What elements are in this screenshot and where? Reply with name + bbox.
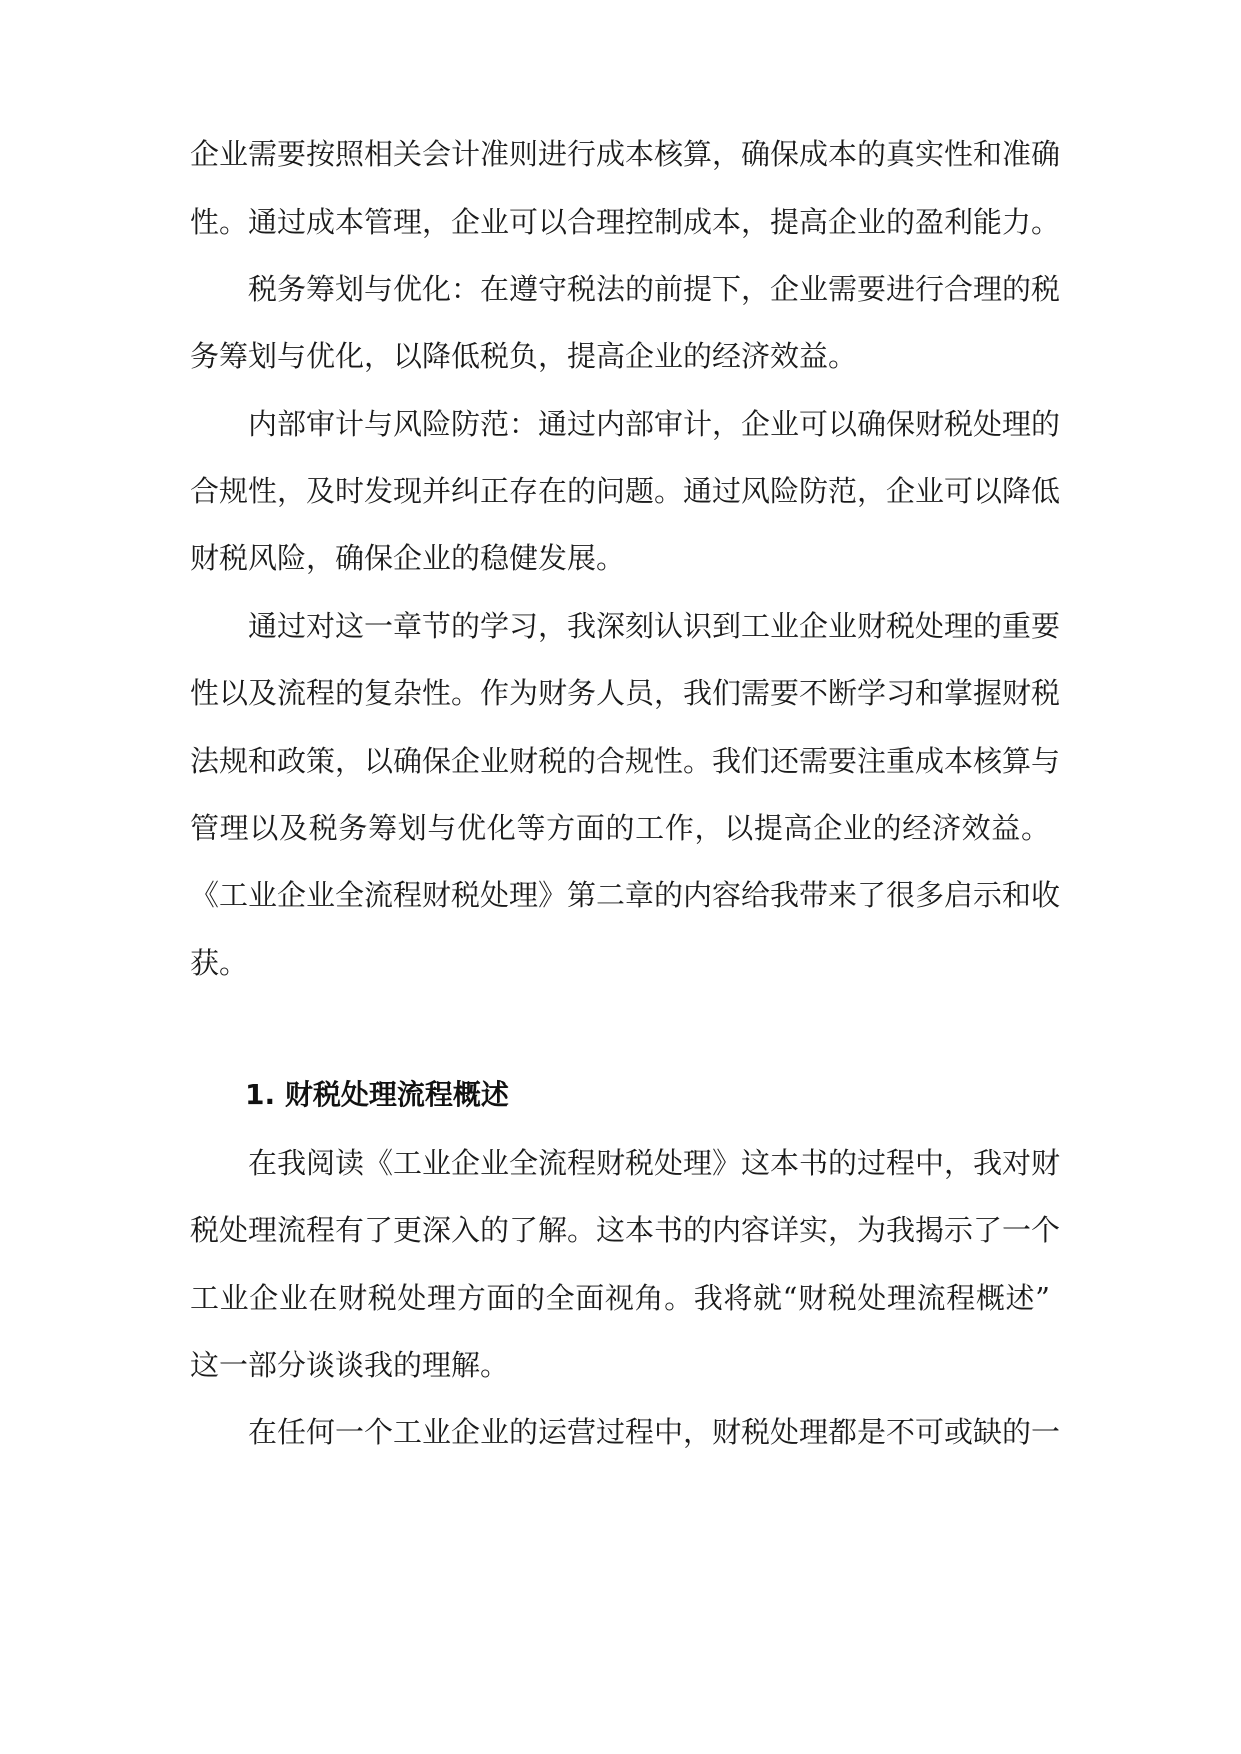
text-line: 企业需要按照相关会计准则进行成本核算，确保成本的真实性和准确 <box>190 137 1061 171</box>
text-line: 这一部分谈谈我的理解。 <box>190 1348 510 1382</box>
text-line: 务筹划与优化，以降低税负，提高企业的经济效益。 <box>190 339 858 373</box>
paragraph-first-line: 税务筹划与优化：在遵守税法的前提下，企业需要进行合理的税 <box>248 272 1061 306</box>
section-heading: 1. 财税处理流程概述 <box>245 1078 509 1111</box>
paragraph-first-line: 在任何一个工业企业的运营过程中，财税处理都是不可或缺的一 <box>248 1415 1061 1449</box>
paragraph-first-line: 通过对这一章节的学习，我深刻认识到工业企业财税处理的重要 <box>248 609 1061 643</box>
text-line: 财税风险，确保企业的稳健发展。 <box>190 541 626 575</box>
paragraph-first-line: 内部审计与风险防范：通过内部审计，企业可以确保财税处理的 <box>248 407 1061 441</box>
text-line: 性以及流程的复杂性。作为财务人员，我们需要不断学习和掌握财税 <box>190 676 1061 710</box>
text-line: 合规性，及时发现并纠正存在的问题。通过风险防范，企业可以降低 <box>190 474 1061 508</box>
text-line: 法规和政策，以确保企业财税的合规性。我们还需要注重成本核算与 <box>190 744 1061 778</box>
text-line: 税处理流程有了更深入的了解。这本书的内容详实，为我揭示了一个 <box>190 1213 1061 1247</box>
text-line: 管理以及税务筹划与优化等方面的工作，以提高企业的经济效益。 <box>190 811 1050 845</box>
paragraph-first-line: 在我阅读《工业企业全流程财税处理》这本书的过程中，我对财 <box>248 1146 1061 1180</box>
text-line: 工业企业在财税处理方面的全面视角。我将就“财税处理流程概述” <box>190 1281 1050 1315</box>
text-line: 《工业企业全流程财税处理》第二章的内容给我带来了很多启示和收 <box>190 878 1061 912</box>
text-line: 获。 <box>190 946 249 980</box>
text-line: 性。通过成本管理，企业可以合理控制成本，提高企业的盈利能力。 <box>190 205 1061 239</box>
